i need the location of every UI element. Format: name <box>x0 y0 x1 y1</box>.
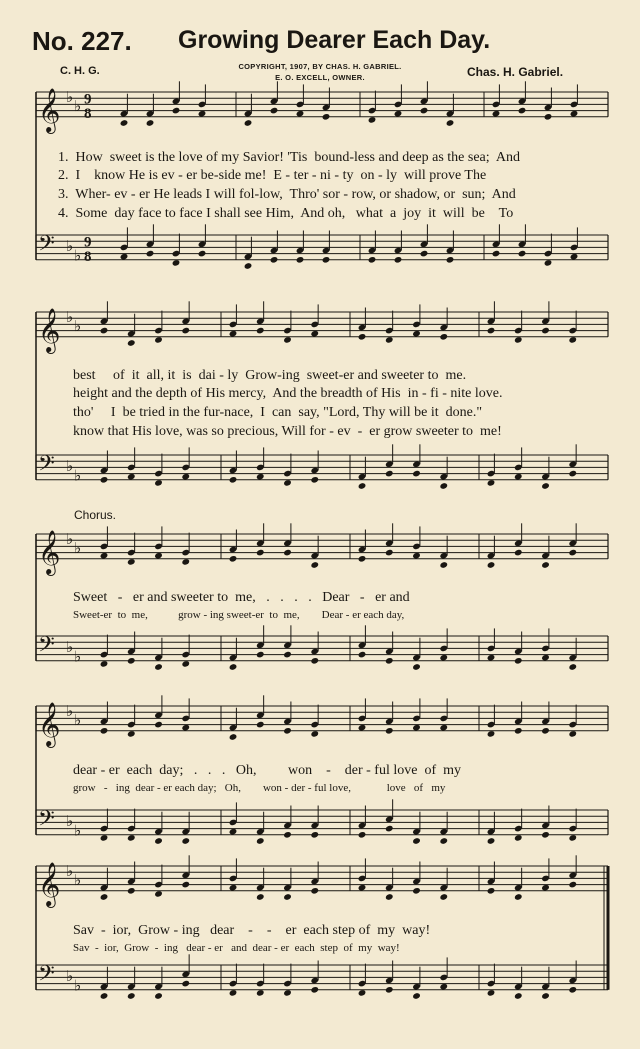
treble-4-note-head <box>514 727 523 735</box>
bass-5-note-head <box>127 992 136 1000</box>
treble-5-note-head <box>283 893 292 901</box>
treble-3-note-head <box>541 561 550 569</box>
bass-clef-icon: 𝄢 <box>38 632 55 663</box>
treble-5-note-head <box>100 893 109 901</box>
words-author: C. H. G. <box>60 65 100 77</box>
time-signature-bottom: 8 <box>84 105 92 122</box>
treble-3-note-head <box>310 561 319 569</box>
bass-1-note-head <box>368 256 377 264</box>
flat-icon: ♭ <box>66 457 74 476</box>
chorus-line-1-soprano: Sweet - er and sweeter to me, . . . . Dear - er and <box>73 590 410 605</box>
verse-1-line-1: 1. How sweet is the love of my Savior! 'Tis bound-less and deep as the sea; And <box>58 150 520 165</box>
flat-icon: ♭ <box>66 638 74 657</box>
treble-1-note-head <box>446 119 455 127</box>
bass-2-note-head <box>568 470 577 478</box>
treble-2-note-head <box>256 327 265 335</box>
bass-clef-icon: 𝄢 <box>38 806 55 837</box>
treble-2-note-head <box>100 327 109 335</box>
flat-icon: ♭ <box>74 317 82 336</box>
treble-3-note-head <box>358 555 367 563</box>
bass-3-note-head <box>154 663 163 671</box>
bass-1-note-head <box>446 256 455 264</box>
bass-1-note-head <box>146 250 155 258</box>
treble-1-note-head <box>120 119 129 127</box>
bass-1-note-head <box>394 256 403 264</box>
treble-1-note-head <box>322 113 331 121</box>
bass-3-note-head <box>283 651 292 659</box>
bass-clef-icon: 𝄢 <box>38 451 55 482</box>
flat-icon: ♭ <box>66 529 74 548</box>
bass-3-note-head <box>514 657 523 665</box>
treble-4-note-head <box>154 721 163 729</box>
flat-icon: ♭ <box>66 967 74 986</box>
bass-4-note-head <box>256 837 265 845</box>
hymn-title: Growing Dearer Each Day. <box>178 26 491 54</box>
treble-clef-icon: 𝄞 <box>38 701 61 746</box>
bass-1-note-head <box>296 256 305 264</box>
bass-4-note-head <box>181 837 190 845</box>
treble-5-note-head <box>127 887 136 895</box>
treble-1-note-head <box>544 113 553 121</box>
treble-5-note-head <box>514 893 523 901</box>
treble-3-note-head <box>439 561 448 569</box>
flat-icon: ♭ <box>74 711 82 730</box>
verse-3-line-1: 3. Wher- ev - er He leads I will fol-low, Thro' sor - row, or shadow, or sun; And <box>58 187 516 202</box>
chorus-line-3-soprano: Sav - ior, Grow - ing dear - - er each step of my way! <box>73 923 431 938</box>
flat-icon: ♭ <box>74 647 82 666</box>
treble-5-note-head <box>310 887 319 895</box>
flat-icon: ♭ <box>66 87 74 106</box>
bass-5-note-head <box>568 986 577 994</box>
treble-2-note-head <box>127 339 136 347</box>
bass-5-note-head <box>385 986 394 994</box>
bass-2-note-head <box>229 476 238 484</box>
treble-5-note-head <box>439 893 448 901</box>
flat-icon: ♭ <box>66 812 74 831</box>
treble-3-note-head <box>283 549 292 557</box>
bass-5-note-head <box>181 980 190 988</box>
bass-4-note-head <box>439 837 448 845</box>
bass-clef-icon: 𝄢 <box>38 961 55 992</box>
bass-2-note-head <box>541 482 550 490</box>
chorus-line-1-bass: Sweet-er to me, grow - ing sweet-er to me, Dear - er each day, <box>73 609 405 621</box>
bass-3-note-head <box>229 663 238 671</box>
flat-icon: ♭ <box>74 539 82 558</box>
hymn-number: No. 227. <box>32 26 132 56</box>
treble-1-note-head <box>146 119 155 127</box>
treble-clef-icon: 𝄞 <box>38 87 61 132</box>
bass-1-note-head <box>198 250 207 258</box>
flat-icon: ♭ <box>66 701 74 720</box>
treble-1-note-head <box>244 119 253 127</box>
treble-2-note-head <box>358 333 367 341</box>
verse-4-line-2: know that His love, was so precious, Will for - ev - er grow sweeter to me! <box>73 424 502 439</box>
bass-4-note-head <box>385 825 394 833</box>
bass-5-note-head <box>412 992 421 1000</box>
flat-icon: ♭ <box>74 246 82 265</box>
bass-1-note-head <box>518 250 527 258</box>
bass-4-note-head <box>487 837 496 845</box>
treble-4-note-head <box>541 727 550 735</box>
bass-4-note-head <box>283 831 292 839</box>
bass-1-note-head <box>270 256 279 264</box>
time-signature-bottom: 8 <box>84 248 92 265</box>
chorus-line-2-bass: grow - ing dear - er each day; Oh, won - der - ful love, love of my <box>73 782 446 794</box>
verse-2-line-2: height and the depth of His mercy, And the breadth of His in - fi - nite love. <box>73 386 503 401</box>
treble-3-note-head <box>514 549 523 557</box>
treble-clef-icon: 𝄞 <box>38 307 61 352</box>
treble-5-note-head <box>181 881 190 889</box>
flat-icon: ♭ <box>66 307 74 326</box>
flat-icon: ♭ <box>66 237 74 256</box>
treble-4-note-head <box>100 727 109 735</box>
treble-1-note-head <box>518 107 527 115</box>
bass-4-note-head <box>541 831 550 839</box>
composer: Chas. H. Gabriel. <box>467 65 564 79</box>
flat-icon: ♭ <box>74 97 82 116</box>
flat-icon: ♭ <box>74 871 82 890</box>
bass-clef-icon: 𝄢 <box>38 231 55 262</box>
treble-5-note-head <box>487 887 496 895</box>
bass-3-note-head <box>310 657 319 665</box>
bass-1-note-head <box>492 250 501 258</box>
treble-5-note-head <box>256 893 265 901</box>
bass-5-note-head <box>310 986 319 994</box>
treble-3-note-head <box>568 549 577 557</box>
treble-2-note-head <box>439 333 448 341</box>
bass-4-note-head <box>310 831 319 839</box>
treble-2-note-head <box>487 327 496 335</box>
bass-2-note-head <box>358 482 367 490</box>
treble-1-note-head <box>270 107 279 115</box>
bass-1-note-head <box>420 250 429 258</box>
time-signature-top: 9 <box>84 234 92 251</box>
treble-4-note-head <box>283 727 292 735</box>
copyright-line-1: COPYRIGHT, 1907, BY CHAS. H. GABRIEL. <box>238 62 402 71</box>
chorus-label: Chorus. <box>74 508 117 522</box>
treble-clef-icon: 𝄞 <box>38 529 61 574</box>
treble-4-note-head <box>385 727 394 735</box>
treble-2-note-head <box>181 327 190 335</box>
flat-icon: ♭ <box>74 976 82 995</box>
bass-1-note-head <box>322 256 331 264</box>
treble-3-note-head <box>385 549 394 557</box>
bass-4-note-head <box>412 837 421 845</box>
time-signature-top: 9 <box>84 91 92 108</box>
bass-2-note-head <box>412 470 421 478</box>
verse-1-line-2: best of it all, it is dai - ly Grow-ing sweet-er and sweeter to me. <box>73 368 467 383</box>
bass-1-note-head <box>244 262 253 270</box>
verse-4-line-1: 4. Some day face to face I shall see Him, And oh, what a joy it will be To <box>58 206 514 221</box>
chorus-line-2-soprano: dear - er each day; . . . Oh, won - der - ful love of my <box>73 763 462 778</box>
bass-5-note-head <box>154 992 163 1000</box>
bass-3-note-head <box>412 663 421 671</box>
bass-5-note-head <box>100 992 109 1000</box>
treble-1-note-head <box>420 107 429 115</box>
treble-1-note-head <box>172 107 181 115</box>
verse-2-line-1: 2. I know He is ev - er be-side me! E - ter - ni - ty on - ly will prove The <box>58 168 487 183</box>
treble-5-note-head <box>385 893 394 901</box>
bass-4-note-head <box>154 837 163 845</box>
bass-2-note-head <box>439 482 448 490</box>
bass-3-note-head <box>385 657 394 665</box>
treble-3-note-head <box>256 549 265 557</box>
treble-clef-icon: 𝄞 <box>38 861 61 906</box>
treble-3-note-head <box>487 561 496 569</box>
bass-5-note-head <box>514 992 523 1000</box>
flat-icon: ♭ <box>74 466 82 485</box>
treble-3-note-head <box>229 555 238 563</box>
bass-2-note-head <box>310 476 319 484</box>
bass-3-note-head <box>568 663 577 671</box>
flat-icon: ♭ <box>66 861 74 880</box>
copyright-line-2: E. O. EXCELL, OWNER. <box>275 73 365 82</box>
treble-5-note-head <box>412 887 421 895</box>
chorus-line-3-bass: Sav - ior, Grow - ing dear - er and dear - er each step of my way! <box>73 942 400 954</box>
flat-icon: ♭ <box>74 821 82 840</box>
bass-4-note-head <box>358 831 367 839</box>
bass-2-note-head <box>385 470 394 478</box>
bass-3-note-head <box>127 657 136 665</box>
treble-4-note-head <box>256 721 265 729</box>
bass-3-note-head <box>256 651 265 659</box>
treble-4-note-head <box>229 733 238 741</box>
treble-2-note-head <box>541 327 550 335</box>
treble-5-note-head <box>568 881 577 889</box>
verse-3-line-2: tho' I be tried in the fur-nace, I can say, "Lord, Thy will be it done." <box>73 405 483 420</box>
bass-2-note-head <box>100 476 109 484</box>
bass-3-note-head <box>358 651 367 659</box>
bass-5-note-head <box>541 992 550 1000</box>
